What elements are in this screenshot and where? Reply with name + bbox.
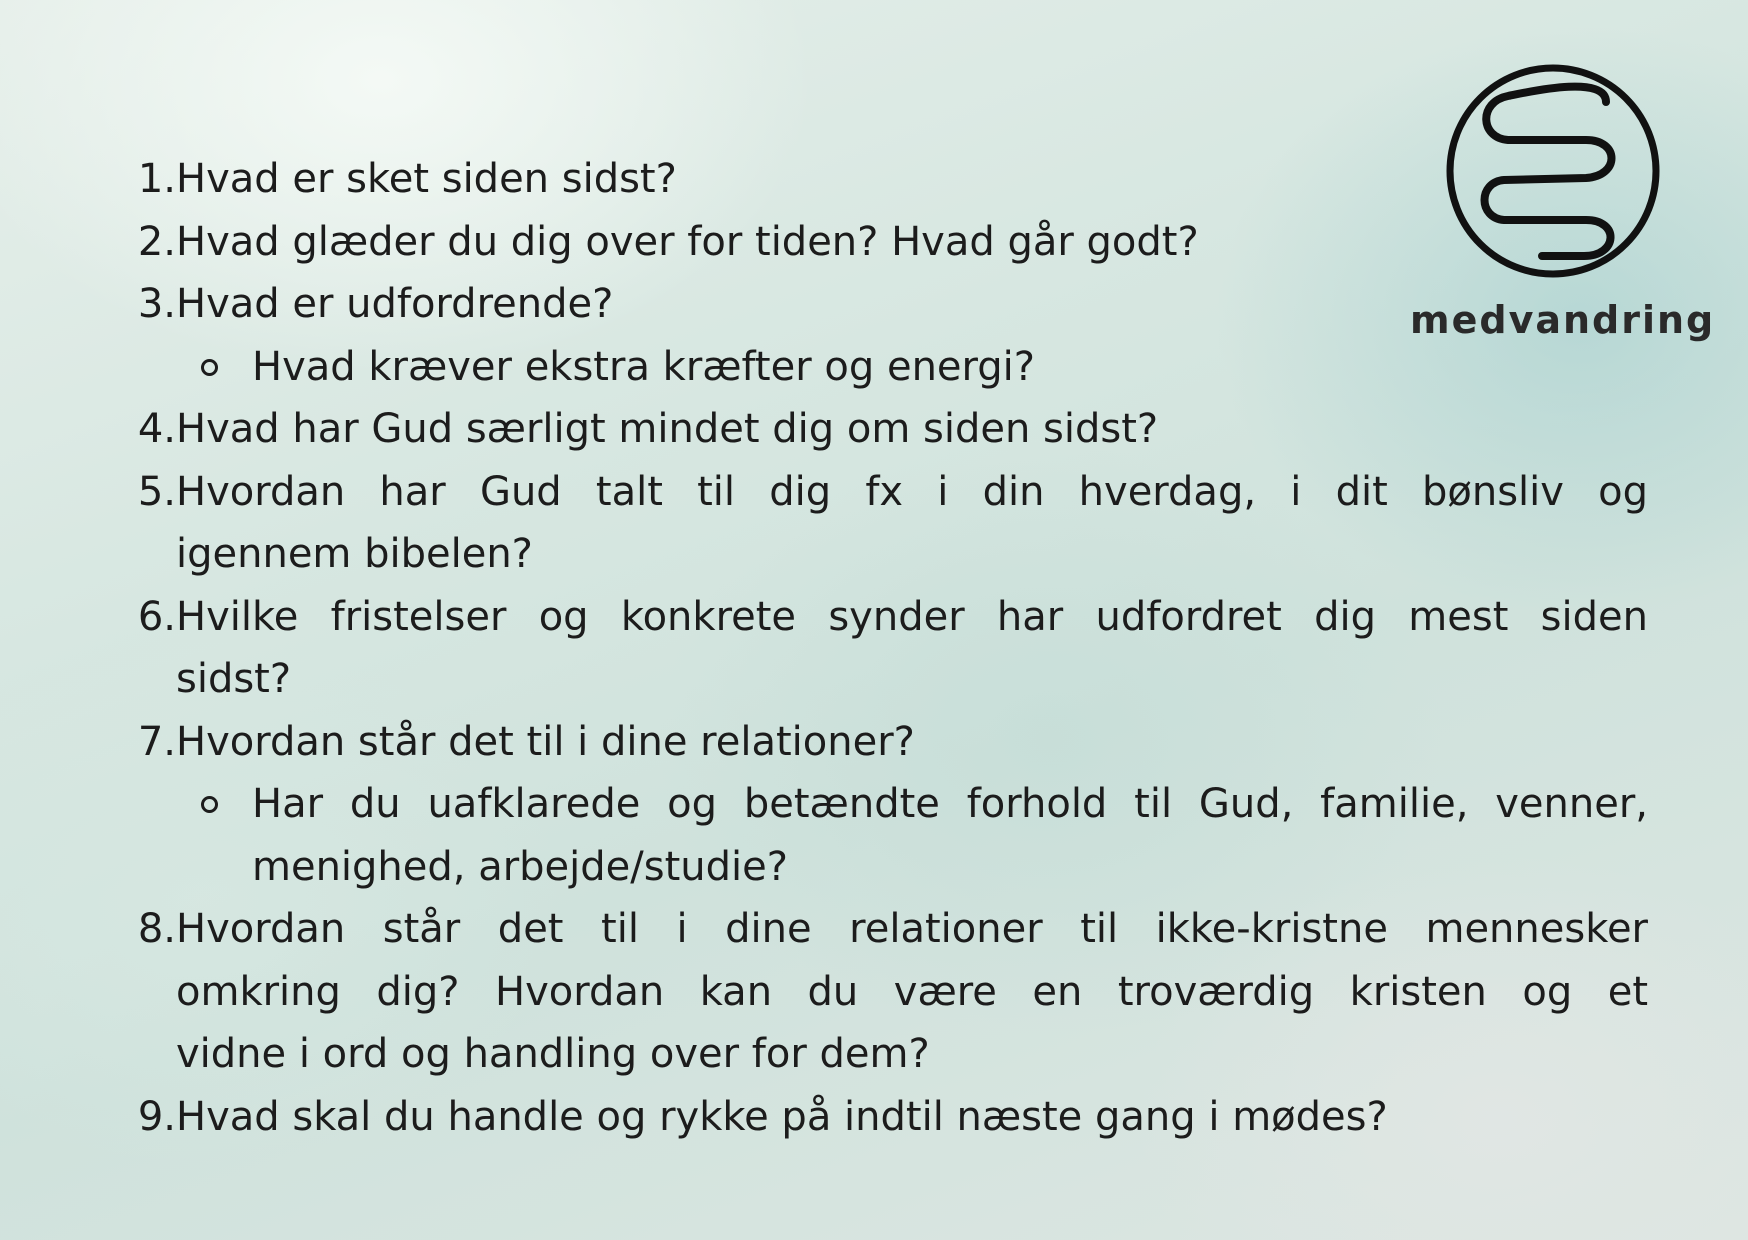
- question-text: Hvad har Gud særligt mindet dig om siden sidst?: [176, 406, 1159, 452]
- question-item: [128, 148, 1648, 211]
- question-item: [128, 273, 1648, 336]
- question-text: Hvad glæder du dig over for tiden? Hvad går godt?: [176, 218, 1199, 265]
- question-text: igennem bibelen?: [176, 531, 533, 577]
- question-item: [128, 711, 1648, 774]
- brand-name: medvandring: [1410, 298, 1716, 342]
- question-text: vidne i ord og handling over for dem?: [176, 1031, 930, 1077]
- question-number: 7.: [137, 718, 176, 765]
- question-item: [128, 398, 1648, 461]
- question-number: 6.: [137, 593, 176, 640]
- question-number: 5.: [137, 468, 176, 515]
- question-text: Hvordan står det til i dine relationer?: [176, 718, 915, 765]
- question-item: [128, 211, 1648, 274]
- question-list: [128, 148, 1648, 1148]
- question-text: Hvordan står det til i dine relationer til ikke-kristne mennesker: [176, 906, 1648, 952]
- sub-question-text: Hvad kræver ekstra kræfter og energi?: [252, 343, 1036, 390]
- question-text: Hvad er sket siden sidst?: [176, 156, 677, 202]
- question-number: 4.: [137, 406, 176, 452]
- circle-bullet-icon: [201, 796, 218, 813]
- question-item: [128, 898, 1648, 1086]
- question-item: [128, 461, 1648, 586]
- sub-question-item: [128, 773, 1648, 898]
- circle-bullet-icon: [201, 359, 218, 376]
- question-text: Hvad skal du handle og rykke på indtil næste gang i mødes?: [176, 1093, 1388, 1140]
- sub-question-text: menighed, arbejde/studie?: [252, 843, 788, 890]
- question-number: 8.: [137, 906, 176, 952]
- question-number: 3.: [137, 281, 176, 327]
- question-text: sidst?: [176, 656, 292, 702]
- question-text: Hvilke fristelser og konkrete synder har udfordret dig mest siden: [176, 593, 1648, 640]
- sub-question-text: Har du uafklarede og betændte forhold til Gud, familie, venner,: [252, 781, 1648, 827]
- question-number: 1.: [137, 156, 176, 202]
- question-number: 9.: [137, 1093, 176, 1140]
- question-text: omkring dig? Hvordan kan du være en troværdig kristen og et: [176, 968, 1648, 1015]
- question-item: [128, 1086, 1648, 1149]
- sub-question-item: [128, 336, 1648, 399]
- question-number: 2.: [137, 218, 176, 265]
- question-text: Hvad er udfordrende?: [176, 281, 614, 327]
- question-item: [128, 586, 1648, 711]
- question-text: Hvordan har Gud talt til dig fx i din hverdag, i dit bønsliv og: [176, 468, 1648, 515]
